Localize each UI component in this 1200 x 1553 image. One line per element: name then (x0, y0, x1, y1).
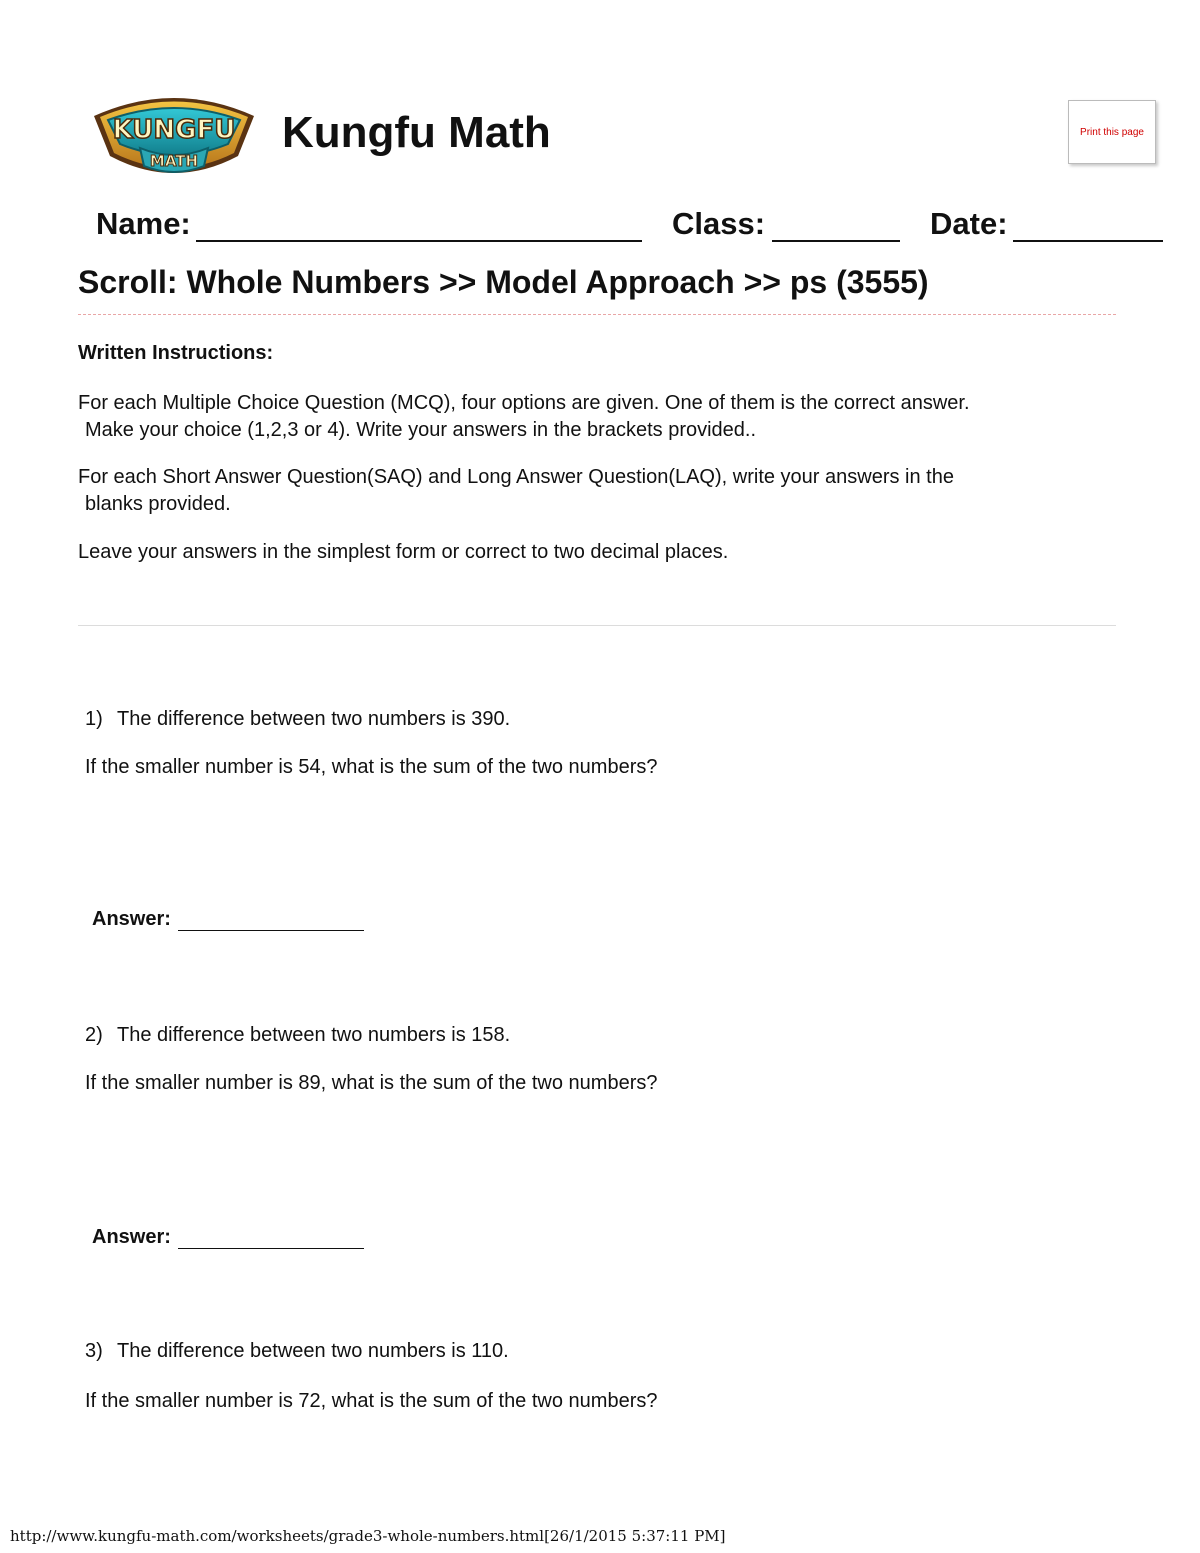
saq-instructions-line2: blanks provided. (85, 493, 231, 515)
question-3-number: 3) (85, 1340, 103, 1362)
question-2-line2: If the smaller number is 89, what is the sum of the two numbers? (85, 1072, 658, 1094)
question-1-line2: If the smaller number is 54, what is the sum of the two numbers? (85, 756, 658, 778)
mcq-instructions (78, 390, 1098, 444)
instructions-divider (78, 625, 1116, 626)
mcq-instructions-line2: Make your choice (1,2,3 or 4). Write your answers in the brackets provided.. (85, 419, 757, 441)
name-label: Name: (96, 206, 191, 241)
date-label: Date: (930, 206, 1008, 241)
scroll-title: Scroll: Whole Numbers >> Model Approach >> ps (3555) (78, 264, 929, 300)
question-1-number: 1) (85, 708, 103, 730)
simplest-form-instruction: Leave your answers in the simplest form or correct to two decimal places. (78, 541, 729, 563)
question-1-line1: The difference between two numbers is 390. (117, 708, 511, 730)
title-divider (78, 314, 1116, 315)
question-2-answer-blank[interactable] (178, 1248, 364, 1249)
question-3-line2: If the smaller number is 72, what is the sum of the two numbers? (85, 1390, 658, 1412)
class-blank[interactable] (772, 240, 900, 242)
question-2-line1: The difference between two numbers is 158. (117, 1024, 511, 1046)
question-2-number: 2) (85, 1024, 103, 1046)
name-blank[interactable] (196, 240, 642, 242)
kungfu-math-logo (88, 86, 260, 182)
question-1-answer-blank[interactable] (178, 930, 364, 931)
saq-instructions-line1: For each Short Answer Question(SAQ) and Long Answer Question(LAQ), write your answers in the (78, 466, 954, 488)
question-1-answer-label: Answer: (92, 908, 171, 930)
date-blank[interactable] (1013, 240, 1163, 242)
saq-instructions (78, 464, 1098, 518)
instructions-heading: Written Instructions: (78, 342, 274, 364)
class-label: Class: (672, 206, 766, 241)
site-title: Kungfu Math (282, 108, 551, 157)
svg-text:MATH: MATH (149, 152, 199, 170)
svg-text:KUNGFU: KUNGFU (112, 115, 236, 145)
print-page-button[interactable]: Print this page (1068, 100, 1156, 164)
mcq-instructions-line1: For each Multiple Choice Question (MCQ), four options are given. One of them is the correct answer. (78, 392, 970, 414)
question-3-line1: The difference between two numbers is 110. (117, 1340, 509, 1362)
footer-url: http://www.kungfu-math.com/worksheets/grade3-whole-numbers.html[26/1/2015 5:37:11 PM] (10, 1527, 726, 1545)
question-2-answer-label: Answer: (92, 1226, 171, 1248)
